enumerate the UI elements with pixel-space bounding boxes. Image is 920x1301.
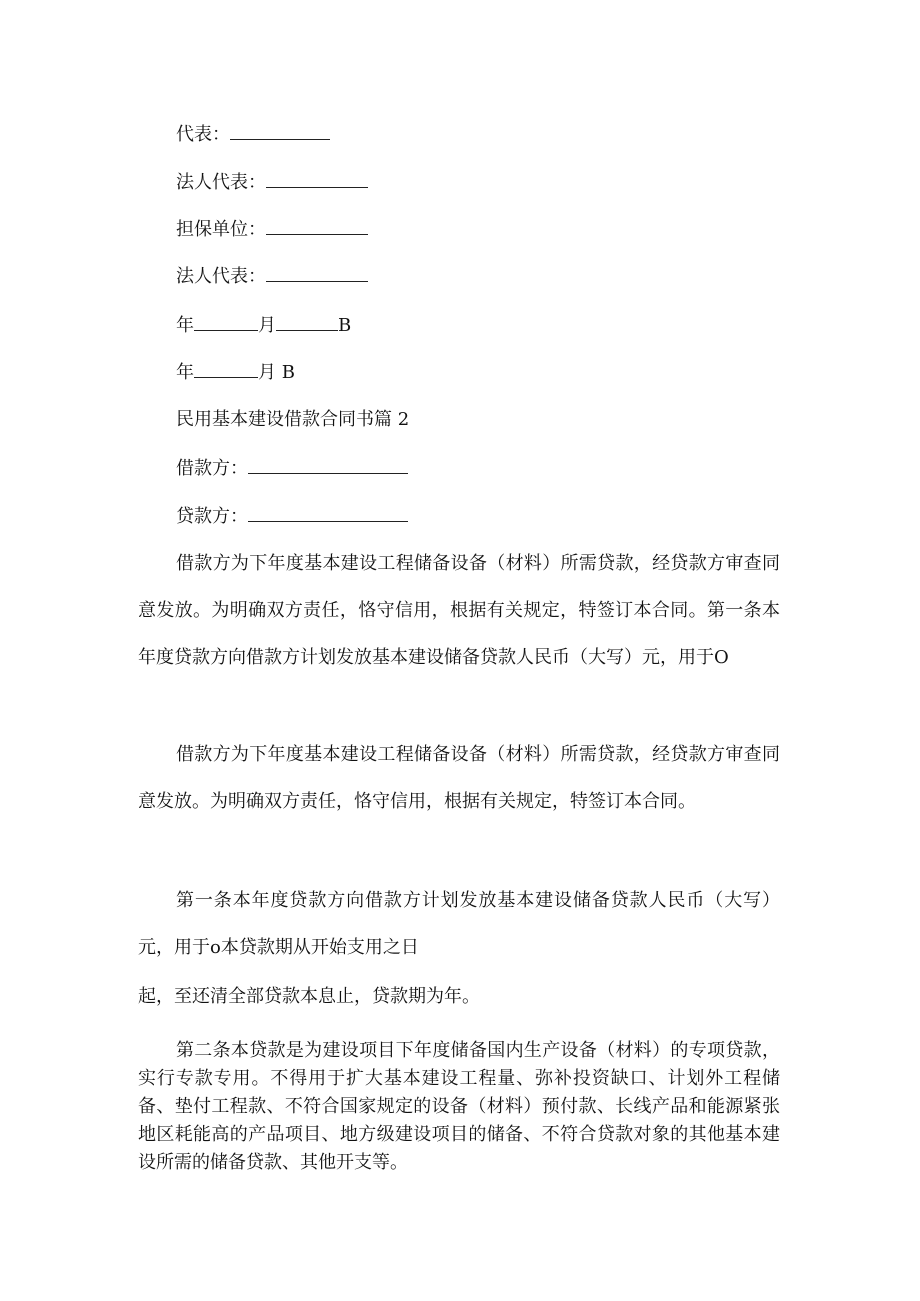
paragraph-5: 第二条本贷款是为建设项目下年度储备国内生产设备（材料）的专项贷款，实行专款专用。不得用于扩大基本建设工程量、弥补投资缺口、计划外工程储备、垫付工程款、不符合国家规定的设备（材料）预付款、长线产品和能源紧张地区耗能高的产品项目、地方级建设项目的储备、不符合贷款对象的其他基本建设所需的储备贷款、其他开支等。 xyxy=(138,1040,780,1173)
date-year-2: 年 xyxy=(176,362,194,383)
legal-rep-line-1 xyxy=(176,171,368,194)
legal-rep-blank-2 xyxy=(266,265,368,282)
lender-line xyxy=(176,505,408,528)
date-day-1: B xyxy=(338,315,352,336)
guarantor-blank xyxy=(266,218,368,235)
date-month-2: 月 B xyxy=(258,362,295,383)
paragraph-4: 起，至还清全部贷款本息止，贷款期为年。 xyxy=(138,986,480,1007)
borrower-blank xyxy=(248,457,408,474)
lender-blank xyxy=(248,505,408,522)
legal-rep-label-2: 法人代表： xyxy=(176,266,266,287)
guarantor-label: 担保单位： xyxy=(176,219,266,240)
representative-line xyxy=(176,123,330,146)
representative-blank xyxy=(230,123,330,140)
date-year-blank-1 xyxy=(194,314,258,331)
legal-rep-line-2 xyxy=(176,265,368,288)
section-title: 民用基本建设借款合同书篇 2 xyxy=(176,409,410,430)
paragraph-1: 借款方为下年度基本建设工程储备设备（材料）所需贷款，经贷款方审查同意发放。为明确双方责任，恪守信用，根据有关规定，特签订本合同。第一条本年度贷款方向借款方计划发放基本建设储备贷款人民币（大写）元，用于O xyxy=(138,553,780,668)
lender-label: 贷款方： xyxy=(176,506,248,527)
date-year-blank-2 xyxy=(194,361,258,378)
date-line-2 xyxy=(176,361,295,384)
paragraph-3: 第一条本年度贷款方向借款方计划发放基本建设储备贷款人民币（大写）元，用于o本贷款期从开始支用之日 xyxy=(138,890,780,958)
borrower-line xyxy=(176,457,408,480)
legal-rep-blank-1 xyxy=(266,171,368,188)
representative-label: 代表： xyxy=(176,124,230,145)
guarantor-line xyxy=(176,218,368,241)
date-line-1 xyxy=(176,314,351,337)
date-month-1: 月 xyxy=(258,315,276,336)
paragraph-2: 借款方为下年度基本建设工程储备设备（材料）所需贷款，经贷款方审查同意发放。为明确双方责任，恪守信用，根据有关规定，特签订本合同。 xyxy=(138,744,780,812)
borrower-label: 借款方： xyxy=(176,458,248,479)
legal-rep-label-1: 法人代表： xyxy=(176,172,266,193)
date-year-1: 年 xyxy=(176,315,194,336)
date-month-blank-1 xyxy=(276,314,338,331)
